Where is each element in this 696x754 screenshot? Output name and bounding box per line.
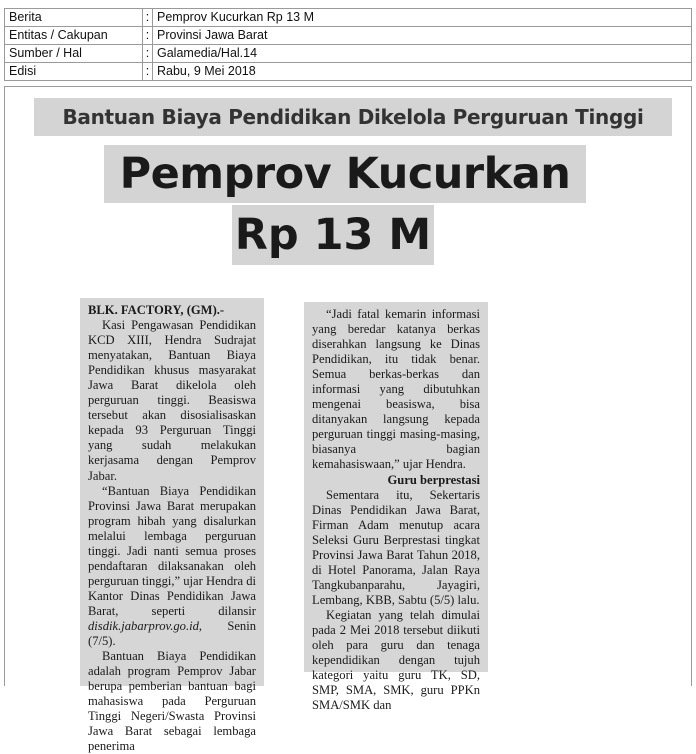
headline-line-2: Rp 13 M: [232, 205, 434, 265]
metadata-value: Rabu, 9 Mei 2018: [153, 63, 692, 81]
metadata-separator: :: [143, 27, 153, 45]
byline: BLK. FACTORY, (GM).-: [88, 303, 225, 317]
metadata-value: Galamedia/Hal.14: [153, 45, 692, 63]
paragraph: [88, 484, 256, 650]
metadata-key: Sumber / Hal: [5, 45, 143, 63]
metadata-row-edisi: [5, 63, 692, 81]
metadata-table: [4, 8, 692, 81]
metadata-value: Provinsi Jawa Barat: [153, 27, 692, 45]
metadata-separator: :: [143, 9, 153, 27]
metadata-key: Edisi: [5, 63, 143, 81]
paragraph: Kasi Pengawasan Pendidikan KCD XIII, Hendra Sudrajat menyatakan, Bantuan Biaya Pendidikan khusus masyarakat Jawa Barat dikelola oleh perguruan tinggi. Beasiswa tersebut akan disosialisaskan kepada 93 Perguruan Tinggi yang sudah melakukan kerjasama dengan Pemprov Jabar.: [88, 318, 256, 483]
metadata-row-entitas: [5, 27, 692, 45]
paragraph-text: , Senin (7/5).: [88, 618, 256, 649]
headline-line-1: Pemprov Kucurkan: [104, 145, 586, 203]
metadata-value: Pemprov Kucurkan Rp 13 M: [153, 9, 692, 27]
article-column-1: [80, 298, 264, 754]
metadata-row-berita: [5, 9, 692, 27]
metadata-key: Berita: [5, 9, 143, 27]
article-kicker: Bantuan Biaya Pendidikan Dikelola Perguruan Tinggi: [34, 98, 672, 136]
paragraph: Bantuan Biaya Pendidikan adalah program Pemprov Jabar berupa pemberian bantuan bagi mahasiswa pada Perguruan Tinggi Negeri/Swasta Provinsi Jawa Barat sebagai lembaga penerima: [88, 649, 256, 754]
paragraph: “Jadi fatal kemarin informasi yang beredar katanya berkas diserahkan langsung ke Dinas Pendidikan, itu tidak benar. Semua berkas-berkas dan informasi yang dibutuhkan mengenai beasiswa, bisa ditanyakan langsung kepada perguruan tinggi masing-masing, biasanya bagian kemahasiswaan,” ujar Hendra.: [312, 307, 480, 472]
source-url: disdik.jabarprov.go.id: [88, 618, 199, 633]
metadata-key: Entitas / Cakupan: [5, 27, 143, 45]
paragraph: Kegiatan yang telah dimulai pada 2 Mei 2018 tersebut diikuti oleh para guru dan tenaga kependidikan dengan tujuh kategori yaitu guru TK, SD, SMP, SMA, SMK, guru PPKn SMA/SMK dan: [312, 607, 480, 713]
subheading: Guru berprestasi: [387, 472, 480, 487]
paragraph-text: “Bantuan Biaya Pendidikan Provinsi Jawa Barat merupakan program hibah yang disalurkan melalui lembaga perguruan tinggi. Jadi nanti semua proses pendaftaran dilaksanakan oleh perguruan tinggi,” ujar Hendra di Kantor Dinas Pendidikan Jawa Barat, seperti dilansir: [88, 483, 256, 618]
metadata-row-sumber: [5, 45, 692, 63]
metadata-separator: :: [143, 45, 153, 63]
metadata-separator: :: [143, 63, 153, 81]
paragraph: Sementara itu, Sekertaris Dinas Pendidikan Jawa Barat, Firman Adam menutup acara Seleksi Guru Berprestasi tingkat Provinsi Jawa Barat Tahun 2018, di Hotel Panorama, Jalan Raya Tangkubanparahu, Jayagiri, Lembang, KBB, Sabtu (5/5) lalu.: [312, 487, 480, 607]
article-column-2: [304, 302, 488, 713]
